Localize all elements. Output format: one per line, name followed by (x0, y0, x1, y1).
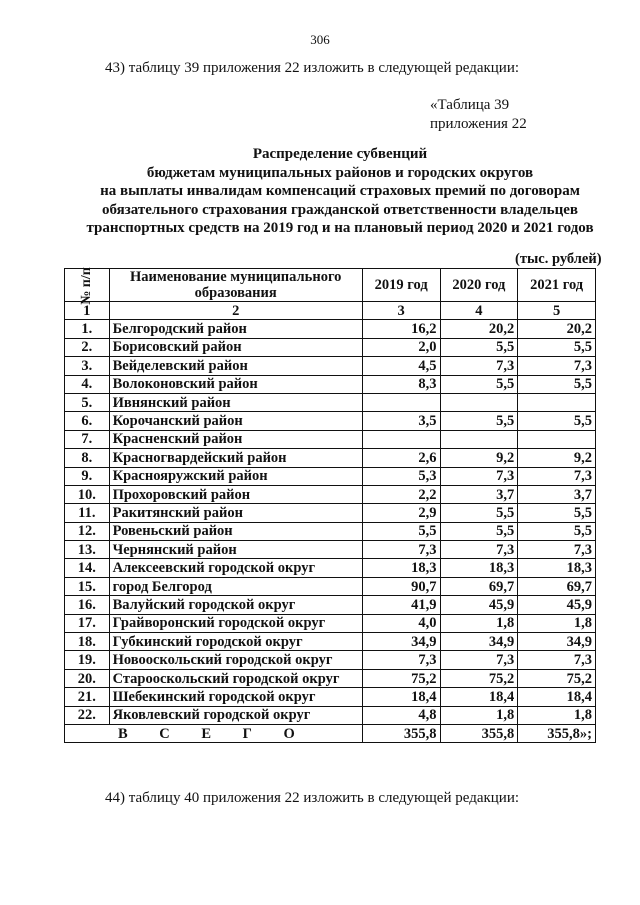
total-2019: 355,8 (362, 724, 440, 742)
row-number-cell: 11. (65, 504, 110, 522)
row-number-cell: 21. (65, 688, 110, 706)
total-label: В С Е Г О (65, 724, 363, 742)
value-2020-cell: 3,7 (440, 485, 518, 503)
value-2020-cell: 7,3 (440, 467, 518, 485)
value-2020-cell: 5,5 (440, 522, 518, 540)
value-2021-cell: 75,2 (518, 669, 596, 687)
value-2021-cell: 9,2 (518, 449, 596, 467)
title-line: бюджетам муниципальных районов и городских округов (146, 164, 534, 181)
value-2021-cell: 5,5 (518, 338, 596, 356)
value-2021-cell: 7,3 (518, 467, 596, 485)
value-2021-cell: 3,7 (518, 485, 596, 503)
municipality-name-cell: Прохоровский район (109, 485, 362, 503)
total-row (65, 724, 596, 742)
value-2019-cell: 2,0 (362, 338, 440, 356)
value-2019-cell: 4,8 (362, 706, 440, 724)
row-number-cell: 10. (65, 485, 110, 503)
table-row (65, 559, 596, 577)
table-row (65, 688, 596, 706)
document-title (60, 145, 620, 238)
header-2020: 2020 год (440, 269, 518, 302)
value-2021-cell: 7,3 (518, 651, 596, 669)
value-2019-cell: 5,5 (362, 522, 440, 540)
value-2021-cell: 18,4 (518, 688, 596, 706)
table-row (65, 412, 596, 430)
row-number-cell: 3. (65, 357, 110, 375)
table-reference (430, 96, 527, 134)
table-row (65, 393, 596, 411)
value-2019-cell: 2,2 (362, 485, 440, 503)
value-2020-cell: 7,3 (440, 541, 518, 559)
value-2020-cell: 5,5 (440, 338, 518, 356)
value-2021-cell: 45,9 (518, 596, 596, 614)
value-2021-cell: 5,5 (518, 412, 596, 430)
row-number-cell: 20. (65, 669, 110, 687)
value-2020-cell: 1,8 (440, 706, 518, 724)
value-2021-cell: 69,7 (518, 577, 596, 595)
table-row (65, 577, 596, 595)
value-2021-cell: 5,5 (518, 375, 596, 393)
municipality-name-cell: Ровеньский район (109, 522, 362, 540)
municipality-name-cell: Алексеевский городской округ (109, 559, 362, 577)
value-2020-cell (440, 393, 518, 411)
table-row (65, 430, 596, 448)
value-2021-cell: 18,3 (518, 559, 596, 577)
table-row (65, 706, 596, 724)
municipality-name-cell: Красненский район (109, 430, 362, 448)
index-row (65, 302, 596, 320)
row-number-cell: 9. (65, 467, 110, 485)
table-row (65, 596, 596, 614)
value-2019-cell: 75,2 (362, 669, 440, 687)
value-2020-cell: 9,2 (440, 449, 518, 467)
table-reference-line2: приложения 22 (430, 116, 527, 132)
value-2019-cell: 90,7 (362, 577, 440, 595)
row-number-cell: 12. (65, 522, 110, 540)
table-body (65, 302, 596, 725)
value-2021-cell (518, 430, 596, 448)
municipality-name-cell: Чернянский район (109, 541, 362, 559)
table-row (65, 357, 596, 375)
value-2019-cell: 16,2 (362, 320, 440, 338)
row-number-cell: 1. (65, 320, 110, 338)
header-name: Наименование муниципального образования (109, 269, 362, 302)
index-cell: 1 (65, 302, 110, 320)
table-row (65, 485, 596, 503)
value-2020-cell: 5,5 (440, 375, 518, 393)
value-2020-cell: 34,9 (440, 633, 518, 651)
units-label: (тыс. рублей) (515, 251, 602, 267)
table-reference-line1: «Таблица 39 (430, 97, 510, 113)
value-2020-cell: 7,3 (440, 357, 518, 375)
municipality-name-cell: Борисовский район (109, 338, 362, 356)
value-2019-cell: 7,3 (362, 651, 440, 669)
municipality-name-cell: Яковлевский городской округ (109, 706, 362, 724)
municipality-name-cell: город Белгород (109, 577, 362, 595)
instruction-43: 43) таблицу 39 приложения 22 изложить в следующей редакции: (105, 60, 520, 76)
table-row (65, 633, 596, 651)
row-number-cell: 5. (65, 393, 110, 411)
value-2019-cell: 18,3 (362, 559, 440, 577)
municipality-name-cell: Вейделевский район (109, 357, 362, 375)
municipality-name-cell: Красногвардейский район (109, 449, 362, 467)
value-2021-cell: 1,8 (518, 706, 596, 724)
municipality-name-cell: Волоконовский район (109, 375, 362, 393)
table-row (65, 320, 596, 338)
title-line: на выплаты инвалидам компенсаций страховых премий по договорам (100, 183, 580, 199)
value-2021-cell: 7,3 (518, 357, 596, 375)
value-2019-cell: 4,5 (362, 357, 440, 375)
value-2019-cell: 7,3 (362, 541, 440, 559)
value-2019-cell: 8,3 (362, 375, 440, 393)
value-2021-cell: 5,5 (518, 522, 596, 540)
title-line: обязательного страхования гражданской ответственности владельцев (102, 201, 578, 218)
municipality-name-cell: Новооскольский городской округ (109, 651, 362, 669)
row-number-cell: 6. (65, 412, 110, 430)
value-2021-cell: 20,2 (518, 320, 596, 338)
row-number-cell: 22. (65, 706, 110, 724)
table-row (65, 614, 596, 632)
page-number: 306 (310, 32, 330, 47)
total-2020: 355,8 (440, 724, 518, 742)
value-2020-cell: 5,5 (440, 412, 518, 430)
municipality-name-cell: Ракитянский район (109, 504, 362, 522)
table-row (65, 449, 596, 467)
subsidy-table (64, 268, 596, 743)
municipality-name-cell: Ивнянский район (109, 393, 362, 411)
value-2019-cell: 41,9 (362, 596, 440, 614)
row-number-cell: 15. (65, 577, 110, 595)
row-number-cell: 2. (65, 338, 110, 356)
value-2021-cell (518, 393, 596, 411)
value-2020-cell: 18,3 (440, 559, 518, 577)
value-2020-cell: 20,2 (440, 320, 518, 338)
value-2019-cell (362, 393, 440, 411)
municipality-name-cell: Краснояружский район (109, 467, 362, 485)
municipality-name-cell: Шебекинский городской округ (109, 688, 362, 706)
index-cell: 2 (109, 302, 362, 320)
header-2019: 2019 год (362, 269, 440, 302)
value-2020-cell: 69,7 (440, 577, 518, 595)
value-2020-cell: 7,3 (440, 651, 518, 669)
table-row (65, 504, 596, 522)
row-number-cell: 19. (65, 651, 110, 669)
table-row (65, 541, 596, 559)
value-2021-cell: 5,5 (518, 504, 596, 522)
municipality-name-cell: Губкинский городской округ (109, 633, 362, 651)
title-line: Распределение субвенций (252, 146, 428, 162)
value-2019-cell: 2,9 (362, 504, 440, 522)
value-2019-cell: 18,4 (362, 688, 440, 706)
header-2021: 2021 год (518, 269, 596, 302)
table-row (65, 651, 596, 669)
value-2020-cell: 18,4 (440, 688, 518, 706)
header-num (65, 266, 110, 305)
table-row (65, 669, 596, 687)
row-number-cell: 17. (65, 614, 110, 632)
value-2021-cell: 1,8 (518, 614, 596, 632)
municipality-name-cell: Старооскольский городской округ (109, 669, 362, 687)
instruction-44: 44) таблицу 40 приложения 22 изложить в следующей редакции: (105, 790, 520, 806)
row-number-cell: 4. (65, 375, 110, 393)
value-2019-cell: 3,5 (362, 412, 440, 430)
table-row (65, 522, 596, 540)
value-2019-cell (362, 430, 440, 448)
value-2019-cell: 2,6 (362, 449, 440, 467)
header-num-label: № п/п (78, 266, 94, 305)
value-2020-cell: 75,2 (440, 669, 518, 687)
municipality-name-cell: Валуйский городской округ (109, 596, 362, 614)
municipality-name-cell: Грайворонский городской округ (109, 614, 362, 632)
table-row (65, 467, 596, 485)
value-2019-cell: 5,3 (362, 467, 440, 485)
row-number-cell: 14. (65, 559, 110, 577)
index-cell: 4 (440, 302, 518, 320)
value-2020-cell: 1,8 (440, 614, 518, 632)
row-number-cell: 7. (65, 430, 110, 448)
table-row (65, 338, 596, 356)
value-2020-cell: 5,5 (440, 504, 518, 522)
value-2019-cell: 4,0 (362, 614, 440, 632)
value-2020-cell (440, 430, 518, 448)
row-number-cell: 18. (65, 633, 110, 651)
municipality-name-cell: Корочанский район (109, 412, 362, 430)
index-cell: 3 (362, 302, 440, 320)
municipality-name-cell: Белгородский район (109, 320, 362, 338)
row-number-cell: 16. (65, 596, 110, 614)
row-number-cell: 8. (65, 449, 110, 467)
total-2021: 355,8»; (518, 724, 596, 742)
value-2020-cell: 45,9 (440, 596, 518, 614)
table-row (65, 375, 596, 393)
value-2021-cell: 34,9 (518, 633, 596, 651)
index-cell: 5 (518, 302, 596, 320)
table-header-row (65, 269, 596, 302)
row-number-cell: 13. (65, 541, 110, 559)
value-2019-cell: 34,9 (362, 633, 440, 651)
title-line: транспортных средств на 2019 год и на плановый период 2020 и 2021 годов (86, 220, 594, 236)
value-2021-cell: 7,3 (518, 541, 596, 559)
